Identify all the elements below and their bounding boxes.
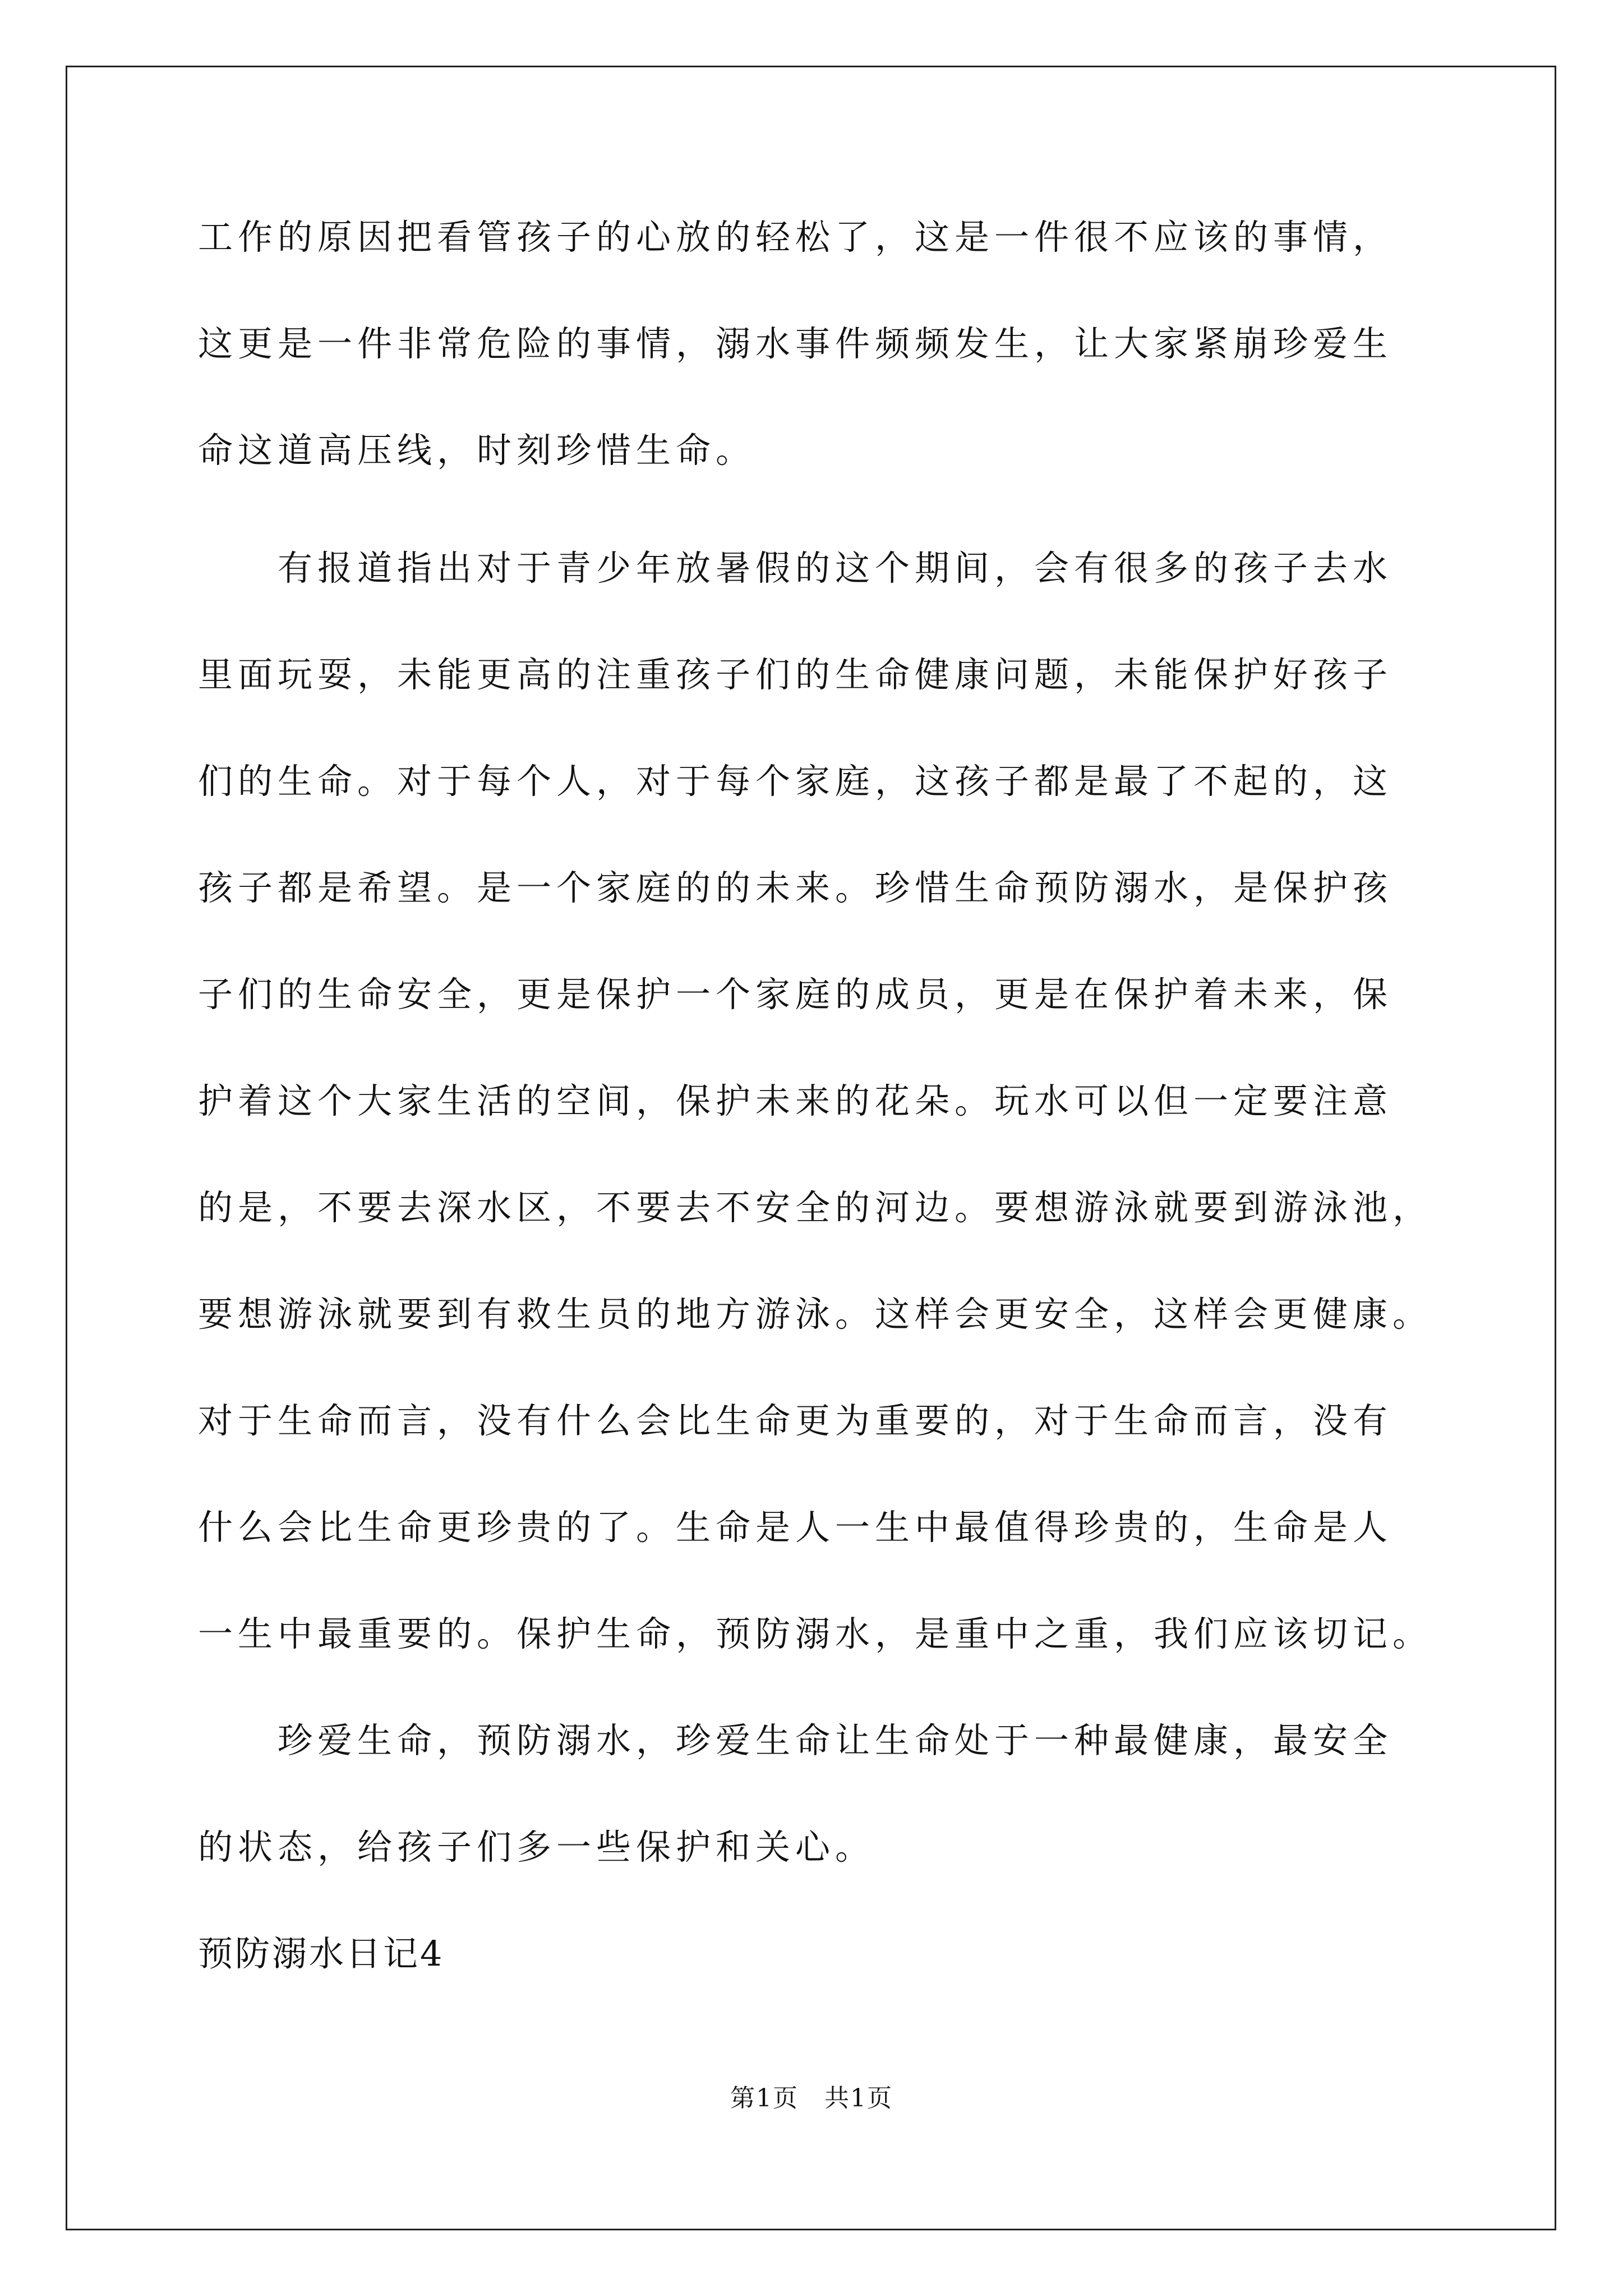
text-line: 里面玩耍，未能更高的注重孩子们的生命健康问题，未能保护好孩子	[198, 654, 1393, 695]
text-line: 珍爱生命，预防溺水，珍爱生命让生命处于一种最健康，最安全	[198, 1720, 1393, 1761]
text-line: 有报道指出对于青少年放暑假的这个期间，会有很多的孩子去水	[198, 547, 1393, 588]
page-footer: 第1页 共1页	[730, 2084, 893, 2113]
text-line: 的是，不要去深水区，不要去不安全的河边。要想游泳就要到游泳池，	[198, 1187, 1433, 1228]
text-line: 子们的生命安全，更是保护一个家庭的成员，更是在保护着未来，保	[198, 974, 1393, 1015]
text-line: 孩子都是希望。是一个家庭的的未来。珍惜生命预防溺水，是保护孩	[198, 867, 1393, 908]
text-line: 对于生命而言，没有什么会比生命更为重要的，对于生命而言，没有	[198, 1400, 1393, 1441]
text-line: 护着这个大家生活的空间，保护未来的花朵。玩水可以但一定要注意	[198, 1080, 1393, 1121]
text-line: 什么会比生命更珍贵的了。生命是人一生中最值得珍贵的，生命是人	[198, 1507, 1393, 1548]
text-line: 命这道高压线，时刻珍惜生命。	[198, 430, 756, 471]
text-line: 的状态，给孩子们多一些保护和关心。	[198, 1826, 875, 1867]
text-line: 这更是一件非常危险的事情，溺水事件频频发生，让大家紧崩珍爱生	[198, 323, 1393, 364]
text-line: 们的生命。对于每个人，对于每个家庭，这孩子都是最了不起的，这	[198, 761, 1393, 802]
text-line: 一生中最重要的。保护生命，预防溺水，是重中之重，我们应该切记。	[198, 1613, 1433, 1654]
text-line: 要想游泳就要到有救生员的地方游泳。这样会更安全，这样会更健康。	[198, 1294, 1433, 1335]
text-line: 工作的原因把看管孩子的心放的轻松了，这是一件很不应该的事情，	[198, 217, 1393, 257]
section-heading: 预防溺水日记4	[198, 1933, 445, 1974]
page-border	[66, 66, 1556, 2230]
